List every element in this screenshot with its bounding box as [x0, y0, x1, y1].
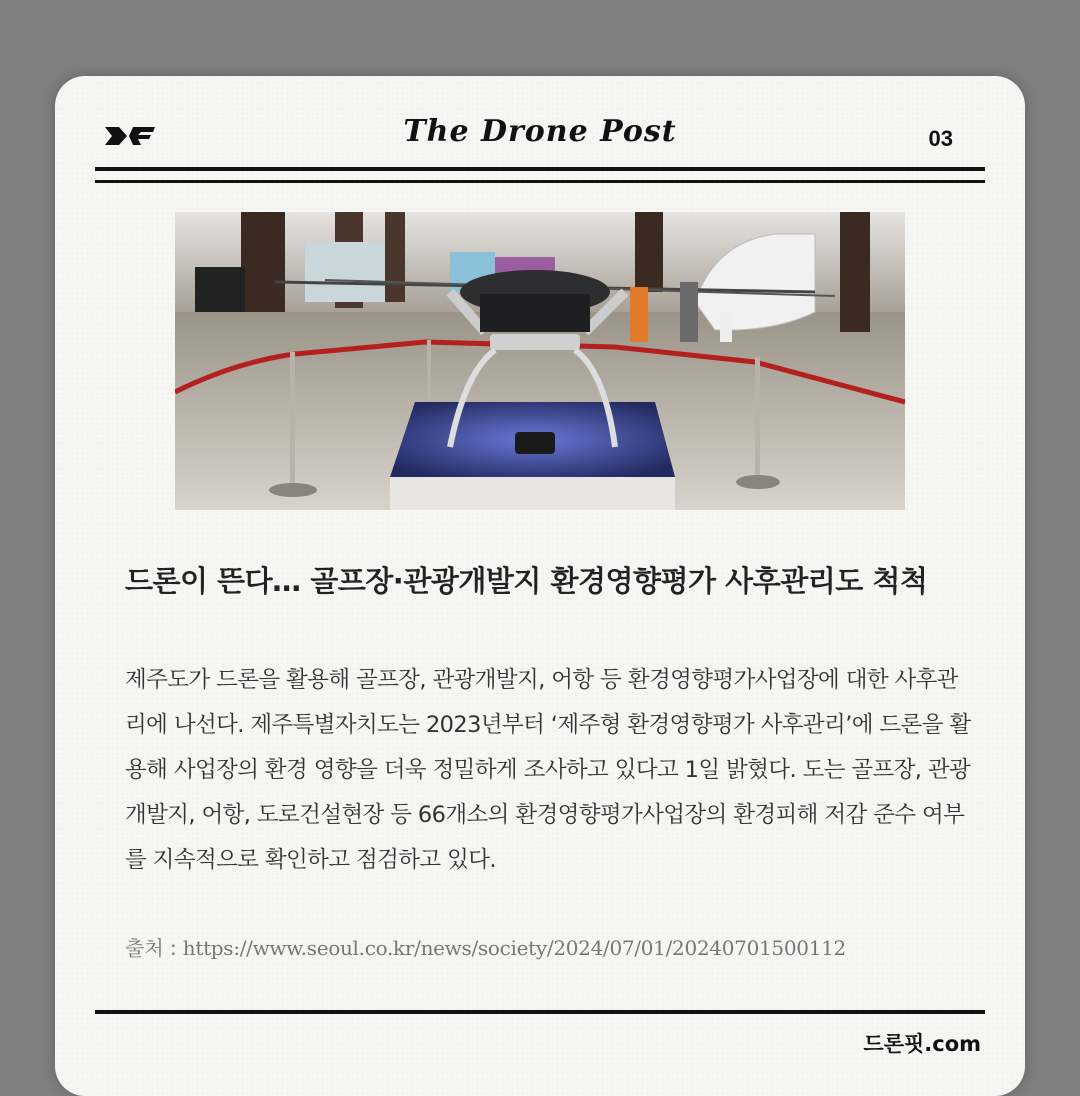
footer-site-name[interactable]: 드론핏.com — [863, 1032, 981, 1056]
article-headline: 드론이 뜬다… 골프장·관광개발지 환경영향평가 사후관리도 척척 — [125, 564, 928, 598]
news-card — [55, 76, 1025, 1096]
article-source — [125, 931, 975, 965]
source-link[interactable]: https://www.seoul.co.kr/news/society/2024/07/01/20240701500112 — [182, 936, 846, 960]
page-number: 03 — [928, 126, 953, 151]
drone-on-display-photo — [175, 212, 905, 510]
source-label: 출처 : — [125, 936, 177, 960]
article-body: 제주도가 드론을 활용해 골프장, 관광개발지, 어항 등 환경영향평가사업장에 대한 사후관리에 나선다. 제주특별자치도는 2023년부터 ‘제주형 환경영향평가 사후관리’에 드론을 활용해 사업장의 환경 영향을 더욱 정밀하게 조사하고 있다고 1일 밝혔다. 도는 골프장, 관광개발지, 어항, 도로건설현장 등 66개소의 환경영향평가사업장의 환경피해 저감 준수 여부를 지속적으로 확인하고 점검하고 있다. — [125, 667, 971, 873]
header-rule-top — [95, 167, 985, 171]
masthead-title: The Drone Post — [403, 114, 677, 149]
footer-rule — [95, 1010, 985, 1014]
header-rule-bottom — [95, 180, 985, 183]
